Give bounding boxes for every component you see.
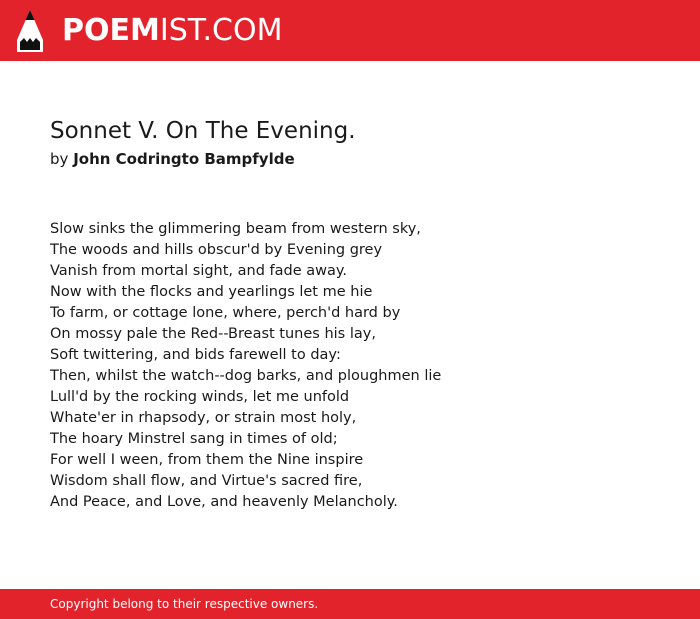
site-header: [0, 0, 700, 61]
poem-line: And Peace, and Love, and heavenly Melancholy.: [50, 494, 398, 510]
poem-line: To farm, or cottage lone, where, perch'd hard by: [50, 305, 401, 321]
poem-line: Soft twittering, and bids farewell to day:: [50, 347, 341, 363]
poem-line: Vanish from mortal sight, and fade away.: [50, 263, 348, 279]
poem-line: On mossy pale the Red--Breast tunes his lay,: [50, 326, 376, 342]
copyright-notice: Copyright belong to their respective owners.: [50, 597, 319, 611]
by-label: by: [50, 150, 69, 168]
poem-line: Slow sinks the glimmering beam from western sky,: [50, 221, 421, 237]
brand-light: IST.COM: [159, 13, 283, 48]
poem-line: Lull'd by the rocking winds, let me unfold: [50, 389, 350, 405]
author-name[interactable]: John Codringto Bampfylde: [73, 150, 295, 168]
poem-title: Sonnet V. On The Evening.: [50, 118, 356, 144]
poem-line: Whate'er in rhapsody, or strain most holy,: [50, 410, 357, 426]
pencil-tip-icon[interactable]: [17, 10, 43, 52]
poem-line: The woods and hills obscur'd by Evening grey: [50, 242, 383, 258]
site-footer: [0, 589, 700, 619]
site-logo-text[interactable]: [62, 13, 282, 49]
poem-line: Then, whilst the watch--dog barks, and ploughmen lie: [50, 368, 442, 384]
poem-byline: [50, 149, 295, 169]
brand-bold: POEM: [62, 13, 160, 48]
poem-line: Wisdom shall flow, and Virtue's sacred fire,: [50, 473, 363, 489]
poem-line: Now with the flocks and yearlings let me hie: [50, 284, 373, 300]
poem-body: [50, 219, 441, 513]
poem-line: The hoary Minstrel sang in times of old;: [50, 431, 338, 447]
poem-line: For well I ween, from them the Nine inspire: [50, 452, 364, 468]
